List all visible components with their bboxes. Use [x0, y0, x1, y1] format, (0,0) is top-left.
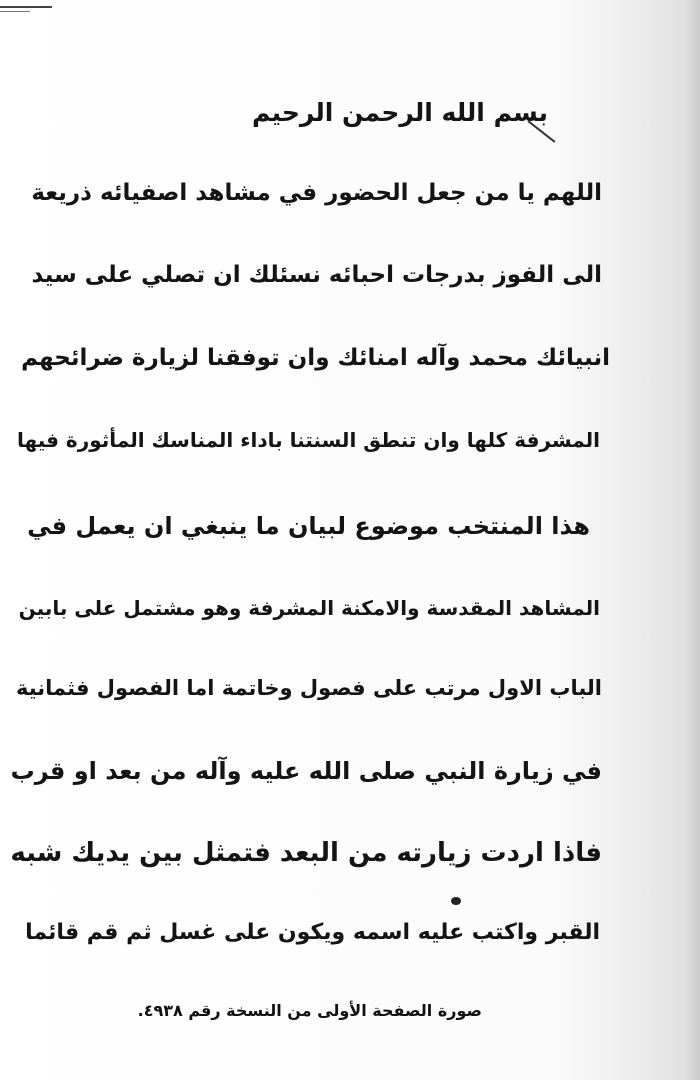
manuscript-line: الباب الاول مرتب على فصول وخاتمة اما الفصول فثمانية — [15, 676, 602, 700]
manuscript-line: المشرفة كلها وان تنطق السنتنا باداء المناسك المأثورة فيها — [17, 428, 600, 452]
manuscript-line: القبر واكتب عليه اسمه ويكون على غسل ثم قم قائما — [25, 920, 600, 945]
manuscript-line: في زيارة النبي صلى الله عليه وآله من بعد او قرب — [10, 757, 602, 785]
manuscript-line: الى الفوز بدرجات احبائه نسئلك ان تصلي على سيد — [31, 262, 602, 288]
manuscript-line-basmala: بسم الله الرحمن الرحيم — [252, 98, 548, 127]
ink-blot-mark — [451, 897, 461, 905]
manuscript-line: انبيائك محمد وآله امنائك وان توفقنا لزيارة ضرائحهم — [21, 345, 610, 371]
manuscript-line: المشاهد المقدسة والامكنة المشرفة وهو مشتمل على بابين — [18, 596, 600, 620]
manuscript-line: هذا المنتخب موضوع لبيان ما ينبغي ان يعمل في — [27, 512, 590, 540]
page-caption: صورة الصفحة الأولى من النسخة رقم ٤٩٣٨. — [137, 1001, 482, 1020]
manuscript-line: فاذا اردت زيارته من البعد فتمثل بين يديك شبه — [10, 838, 602, 868]
manuscript-line: اللهم يا من جعل الحضور في مشاهد اصفيائه ذريعة — [31, 180, 602, 206]
